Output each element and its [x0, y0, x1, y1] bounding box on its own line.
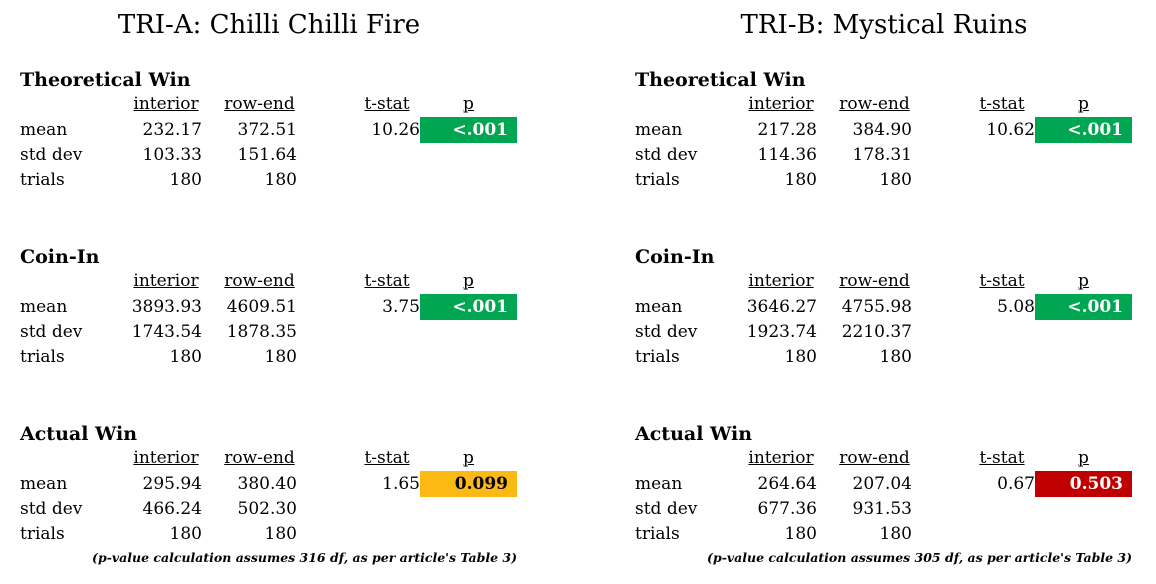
- cell-interior: 1923.74: [746, 322, 817, 342]
- cell-interior: 3646.27: [746, 296, 817, 317]
- footnote: (p-value calculation assumes 305 df, as per article's Table 3): [707, 550, 1132, 565]
- header-row: [635, 269, 1132, 294]
- cell-interior: 180: [169, 524, 202, 544]
- cell-row-end: 4755.98: [841, 296, 912, 317]
- header-row: [20, 269, 517, 294]
- cell-interior: 466.24: [142, 499, 202, 519]
- col-header-t-stat: t-stat: [979, 94, 1025, 114]
- cell-row-end: 178.31: [852, 145, 912, 165]
- stats-table: [20, 269, 517, 370]
- section-theoretical-win: [20, 68, 518, 193]
- section-heading: Theoretical Win: [635, 69, 806, 91]
- table-row-trials: [635, 168, 1132, 193]
- row-label: std dev: [20, 322, 83, 342]
- cell-row-end: 180: [264, 170, 297, 190]
- section-heading: Coin-In: [635, 246, 715, 268]
- stats-table: [635, 446, 1132, 547]
- cell-interior: 1743.54: [131, 322, 202, 342]
- cell-row-end: 502.30: [237, 499, 297, 519]
- row-label: std dev: [20, 499, 83, 519]
- cell-interior: 180: [169, 347, 202, 367]
- section-actual-win: [635, 422, 1133, 547]
- stats-table: [635, 269, 1132, 370]
- header-row: [20, 446, 517, 471]
- table-row-mean: [20, 294, 517, 320]
- row-label: mean: [20, 119, 68, 140]
- row-label: std dev: [635, 499, 698, 519]
- table-row-std-dev: [635, 497, 1132, 522]
- table-row-trials: [635, 522, 1132, 547]
- col-header-t-stat: t-stat: [364, 271, 410, 291]
- cell-row-end: 4609.51: [226, 296, 297, 317]
- panel-tri-a: [20, 0, 518, 565]
- section-coin-in: [20, 245, 518, 370]
- footnote: (p-value calculation assumes 316 df, as per article's Table 3): [92, 550, 517, 565]
- p-value-highlight: <.001: [420, 294, 517, 320]
- cell-row-end: 151.64: [237, 145, 297, 165]
- row-label: trials: [20, 524, 65, 544]
- cell-interior: 180: [784, 170, 817, 190]
- cell-t-stat: 5.08: [997, 296, 1035, 317]
- cell-interior: 295.94: [142, 473, 202, 494]
- row-label: mean: [635, 119, 683, 140]
- cell-t-stat: 1.65: [382, 473, 420, 494]
- cell-row-end: 380.40: [237, 473, 297, 494]
- section-heading: Actual Win: [635, 423, 753, 445]
- cell-t-stat: 10.62: [986, 119, 1035, 140]
- cell-interior: 180: [169, 170, 202, 190]
- cell-row-end: 384.90: [852, 119, 912, 140]
- col-header-t-stat: t-stat: [364, 448, 410, 468]
- cell-row-end: 1878.35: [226, 322, 297, 342]
- cell-t-stat: 3.75: [382, 296, 420, 317]
- col-header-interior: interior: [133, 271, 199, 291]
- table-row-std-dev: [20, 143, 517, 168]
- row-label: trials: [635, 170, 680, 190]
- section-theoretical-win: [635, 68, 1133, 193]
- cell-interior: 3893.93: [131, 296, 202, 317]
- col-header-row-end: row-end: [839, 271, 910, 291]
- header-row: [20, 92, 517, 117]
- cell-row-end: 180: [879, 524, 912, 544]
- col-header-t-stat: t-stat: [979, 271, 1025, 291]
- cell-t-stat: 10.26: [371, 119, 420, 140]
- table-row-trials: [20, 168, 517, 193]
- row-label: trials: [635, 347, 680, 367]
- cell-interior: 103.33: [142, 145, 202, 165]
- table-row-mean: [20, 117, 517, 143]
- cell-t-stat: 0.67: [997, 473, 1035, 494]
- col-header-row-end: row-end: [839, 94, 910, 114]
- row-label: trials: [635, 524, 680, 544]
- table-row-std-dev: [635, 143, 1132, 168]
- table-row-trials: [20, 522, 517, 547]
- panel-title: TRI-A: Chilli Chilli Fire: [117, 10, 421, 40]
- col-header-row-end: row-end: [224, 448, 295, 468]
- col-header-t-stat: t-stat: [364, 94, 410, 114]
- table-row-std-dev: [20, 497, 517, 522]
- cell-row-end: 180: [264, 347, 297, 367]
- table-row-mean: [635, 471, 1132, 497]
- cell-interior: 114.36: [757, 145, 817, 165]
- stats-table: [635, 92, 1132, 193]
- header-row: [635, 446, 1132, 471]
- table-row-std-dev: [635, 320, 1132, 345]
- section-coin-in: [635, 245, 1133, 370]
- cell-interior: 180: [784, 524, 817, 544]
- section-actual-win: [20, 422, 518, 547]
- table-row-mean: [20, 471, 517, 497]
- row-label: std dev: [635, 322, 698, 342]
- col-header-p: p: [463, 271, 474, 291]
- p-value-highlight: <.001: [420, 117, 517, 143]
- col-header-p: p: [1078, 448, 1089, 468]
- row-label: mean: [20, 296, 68, 317]
- panel-tri-b: [635, 0, 1133, 565]
- col-header-interior: interior: [748, 271, 814, 291]
- table-row-std-dev: [20, 320, 517, 345]
- p-value-highlight: <.001: [1035, 117, 1132, 143]
- row-label: mean: [635, 296, 683, 317]
- cell-row-end: 372.51: [237, 119, 297, 140]
- row-label: std dev: [20, 145, 83, 165]
- table-row-trials: [635, 345, 1132, 370]
- col-header-row-end: row-end: [224, 94, 295, 114]
- stats-table: [20, 446, 517, 547]
- col-header-t-stat: t-stat: [979, 448, 1025, 468]
- header-row: [635, 92, 1132, 117]
- section-heading: Actual Win: [20, 423, 138, 445]
- row-label: mean: [20, 473, 68, 494]
- table-row-mean: [635, 294, 1132, 320]
- cell-row-end: 180: [879, 170, 912, 190]
- cell-row-end: 207.04: [852, 473, 912, 494]
- cell-interior: 264.64: [757, 473, 817, 494]
- row-label: trials: [20, 347, 65, 367]
- col-header-row-end: row-end: [224, 271, 295, 291]
- row-label: mean: [635, 473, 683, 494]
- p-value-highlight: 0.503: [1035, 471, 1132, 497]
- cell-row-end: 2210.37: [841, 322, 912, 342]
- col-header-p: p: [1078, 94, 1089, 114]
- cell-interior: 677.36: [757, 499, 817, 519]
- table-row-trials: [20, 345, 517, 370]
- cell-row-end: 931.53: [852, 499, 912, 519]
- cell-interior: 232.17: [142, 119, 202, 140]
- col-header-row-end: row-end: [839, 448, 910, 468]
- col-header-p: p: [463, 94, 474, 114]
- row-label: trials: [20, 170, 65, 190]
- col-header-interior: interior: [748, 448, 814, 468]
- p-value-highlight: 0.099: [420, 471, 517, 497]
- row-label: std dev: [635, 145, 698, 165]
- col-header-p: p: [1078, 271, 1089, 291]
- stats-table: [20, 92, 517, 193]
- cell-row-end: 180: [264, 524, 297, 544]
- cell-row-end: 180: [879, 347, 912, 367]
- table-row-mean: [635, 117, 1132, 143]
- col-header-p: p: [463, 448, 474, 468]
- p-value-highlight: <.001: [1035, 294, 1132, 320]
- col-header-interior: interior: [748, 94, 814, 114]
- cell-interior: 217.28: [757, 119, 817, 140]
- section-heading: Theoretical Win: [20, 69, 191, 91]
- col-header-interior: interior: [133, 448, 199, 468]
- panel-title: TRI-B: Mystical Ruins: [740, 10, 1028, 40]
- cell-interior: 180: [784, 347, 817, 367]
- section-heading: Coin-In: [20, 246, 100, 268]
- col-header-interior: interior: [133, 94, 199, 114]
